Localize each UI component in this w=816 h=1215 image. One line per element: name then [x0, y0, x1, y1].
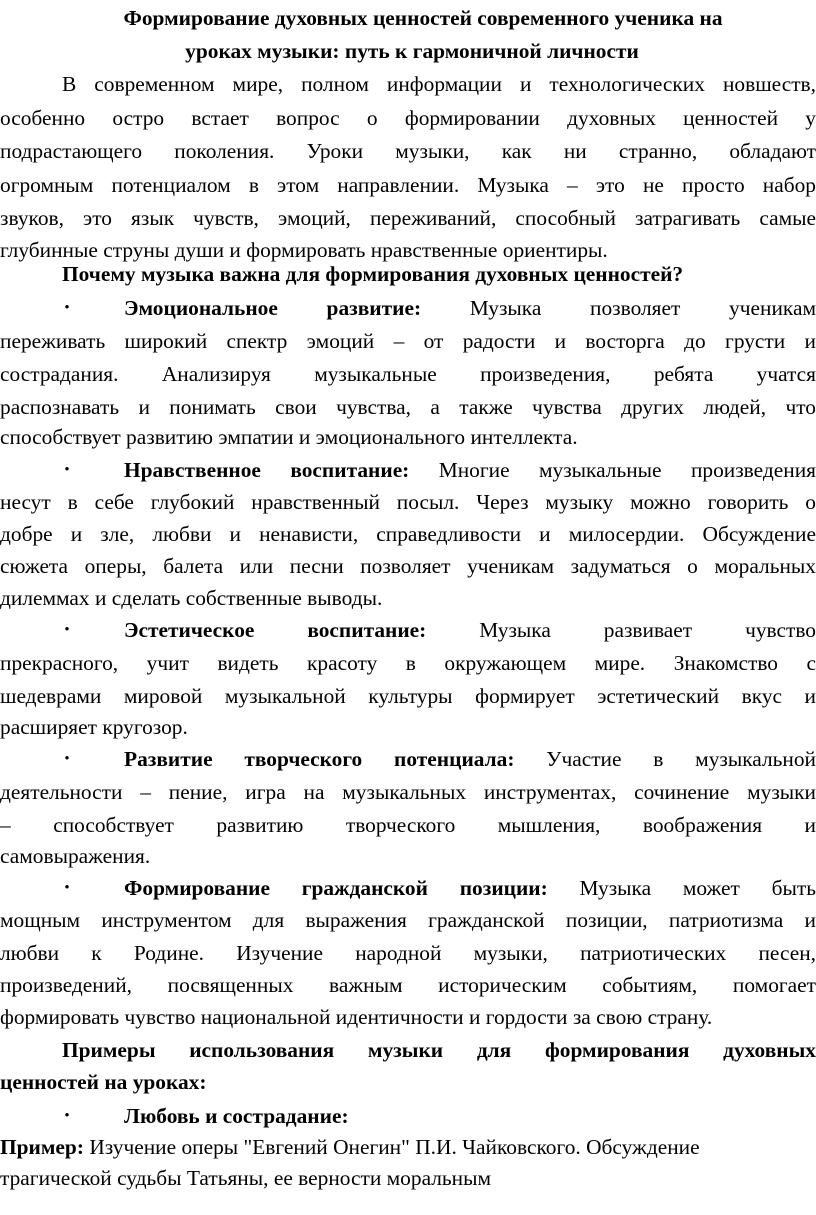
- list-item-term: Формирование гражданской позиции:: [124, 876, 548, 900]
- list-item-line: переживать широкий спектр эмоций – от радости и восторга до грусти и: [0, 329, 816, 353]
- list-item-text: Музыка может быть: [579, 876, 816, 900]
- list-item-first-line: [124, 292, 816, 326]
- list-item-line: шедеврами мировой музыкальной культуры формирует эстетический вкус и: [0, 684, 816, 708]
- bullet-icon: •: [64, 622, 70, 638]
- list-item-first-line: [124, 454, 816, 488]
- list-item-term: Нравственное воспитание:: [124, 458, 410, 482]
- list-item-first-line: [124, 872, 816, 906]
- list-item-line: – способствует развитию творческого мышления, воображения и: [0, 813, 816, 837]
- bullet-icon: •: [64, 1108, 70, 1124]
- list-item-text: Музыка развивает чувство: [479, 618, 816, 642]
- list-item-line: дилеммах и сделать собственные выводы.: [0, 586, 383, 610]
- list-item-line: распознавать и понимать свои чувства, а также чувства других людей, что: [0, 395, 816, 419]
- bullet-icon: •: [64, 300, 70, 316]
- example-label: Пример:: [0, 1135, 84, 1159]
- list-item-line: расширяет кругозор.: [0, 715, 188, 739]
- list-item-text: Музыка позволяет ученикам: [469, 296, 816, 320]
- page-title-line-1: Формирование духовных ценностей современного ученика на: [123, 6, 723, 30]
- intro-line-1: В современном мире, полном информации и технологических новшеств,: [62, 72, 816, 96]
- list-item-line: формировать чувство национальной идентичности и гордости за свою страну.: [0, 1005, 713, 1029]
- list-item-line: мощным инструментом для выражения гражданской позиции, патриотизма и: [0, 908, 816, 932]
- intro-line-4: огромным потенциалом в этом направлении. Музыка – это не просто набор: [0, 173, 816, 197]
- bullet-icon: •: [64, 462, 70, 478]
- list-item-first-line: [124, 743, 816, 777]
- intro-line-6: глубинные струны души и формировать нравственные ориентиры.: [0, 238, 608, 262]
- list-item-first-line: [124, 614, 816, 648]
- bullet-icon: •: [64, 751, 70, 767]
- list-item-line: несут в себе глубокий нравственный посыл. Через музыку можно говорить о: [0, 490, 816, 514]
- list-item-line: произведений, посвященных важным историческим событиям, помогает: [0, 973, 816, 997]
- list-item-text: Участие в музыкальной: [546, 747, 816, 771]
- intro-line-3: подрастающего поколения. Уроки музыки, как ни странно, обладают: [0, 139, 816, 163]
- list-item-line: сострадания. Анализируя музыкальные произведения, ребята учатся: [0, 362, 816, 386]
- bullet-icon: •: [64, 880, 70, 896]
- section-heading-why-music: Почему музыка важна для формирования духовных ценностей?: [62, 262, 684, 286]
- page-title-line-2: уроках музыки: путь к гармоничной личности: [185, 39, 639, 63]
- list-item-line: прекрасного, учит видеть красоту в окружающем мире. Знакомство с: [0, 651, 816, 675]
- list-item-text: Многие музыкальные произведения: [438, 458, 816, 482]
- section-heading-examples-line-1: Примеры использования музыки для формирования духовных: [62, 1038, 816, 1062]
- list-item-line: деятельности – пение, игра на музыкальных инструментах, сочинение музыки: [0, 780, 816, 804]
- intro-line-5: звуков, это язык чувств, эмоций, переживаний, способный затрагивать самые: [0, 206, 816, 230]
- list-item-term: Эмоциональное развитие:: [124, 296, 422, 320]
- list-item-line: самовыражения.: [0, 844, 151, 868]
- section-heading-examples-line-2: ценностей на уроках:: [0, 1070, 207, 1094]
- example-line-1: [0, 1131, 816, 1165]
- intro-line-2: особенно остро встает вопрос о формировании духовных ценностей у: [0, 106, 816, 130]
- list-item-line: способствует развитию эмпатии и эмоционального интеллекта.: [0, 425, 578, 449]
- list-item-line: сюжета оперы, балета или песни позволяет ученикам задуматься о моральных: [0, 554, 816, 578]
- example-text: Изучение оперы "Евгений Онегин" П.И. Чайковского. Обсуждение: [89, 1135, 700, 1159]
- list-item-term: Развитие творческого потенциала:: [124, 747, 515, 771]
- example-line-2: трагической судьбы Татьяны, ее верности моральным: [0, 1166, 492, 1190]
- list-item-term: Эстетическое воспитание:: [124, 618, 427, 642]
- sub-item-label: Любовь и сострадание:: [124, 1104, 349, 1128]
- list-item-line: любви к Родине. Изучение народной музыки, патриотических песен,: [0, 941, 816, 965]
- list-item-line: добре и зле, любви и ненависти, справедливости и милосердии. Обсуждение: [0, 522, 816, 546]
